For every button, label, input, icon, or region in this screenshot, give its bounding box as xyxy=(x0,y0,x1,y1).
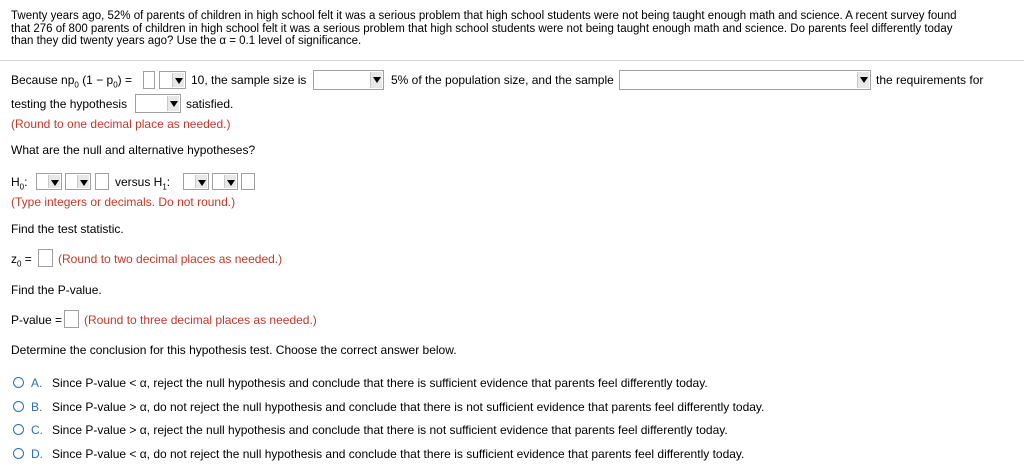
radio-icon[interactable] xyxy=(13,401,24,412)
z-letter: z xyxy=(11,252,17,266)
problem-line-3: than they did twenty years ago? Use the α = 0.1 level of significance. xyxy=(11,35,362,48)
middle-text: 5% of the population size, and the sample xyxy=(391,73,614,87)
z0-label xyxy=(11,252,32,268)
versus-label: versus $H_1$: xyxy=(115,175,171,192)
sample-requirement-dropdown[interactable] xyxy=(619,70,871,90)
chevron-down-icon xyxy=(77,175,89,188)
option-a-letter: A. xyxy=(31,376,43,390)
radio-icon[interactable] xyxy=(13,377,24,388)
option-b-text[interactable]: Since P-value > α, do not reject the null hypothesis and conclude that there is not sufficient evidence that parents feel differently today. xyxy=(52,400,765,414)
paren-close: ) = xyxy=(117,73,133,87)
sample-size-dropdown[interactable] xyxy=(313,70,384,90)
satisfied-text: satisfied. xyxy=(186,97,234,111)
h1-value-input[interactable] xyxy=(241,173,255,190)
h0-letter: H xyxy=(11,175,20,189)
h1-parameter-dropdown[interactable] xyxy=(183,173,209,190)
conclusion-question: Determine the conclusion for this hypothesis test. Choose the correct answer below. xyxy=(11,343,457,357)
test-statistic-question: Find the test statistic. xyxy=(11,222,124,236)
h1-operator-dropdown[interactable] xyxy=(212,173,238,190)
divider xyxy=(0,60,1024,61)
hypotheses-question: What are the null and alternative hypotheses? xyxy=(11,143,256,157)
type-note: (Type integers or decimals. Do not round.) xyxy=(11,195,236,209)
problem-statement xyxy=(11,10,1011,48)
test-statistic-input[interactable] xyxy=(38,249,53,267)
round-note-2: (Round to two decimal places as needed.) xyxy=(58,252,283,266)
testing-text: testing the hypothesis xyxy=(11,97,128,111)
option-d-text[interactable]: Since P-value < α, do not reject the null hypothesis and conclude that there is sufficient evidence that parents feel differently today. xyxy=(52,447,745,461)
problem-line-1: Twenty years ago, 52% of parents of children in high school felt it was a serious problem that high school students were not being taught enough math and science. A recent survey found xyxy=(11,10,957,22)
after-10-text: 10, the sample size is xyxy=(191,73,307,87)
chevron-down-icon xyxy=(370,72,382,88)
option-c-text[interactable]: Since P-value > α, reject the null hypothesis and conclude that there is not sufficient evidence that parents feel differently today. xyxy=(52,423,728,437)
option-c-letter: C. xyxy=(31,423,43,437)
chevron-down-icon xyxy=(224,175,236,188)
h0-sub: 0 xyxy=(19,182,25,192)
comparison-dropdown[interactable] xyxy=(159,71,186,89)
round-note-1: (Round to one decimal place as needed.) xyxy=(11,117,231,131)
p0-sub: 0 xyxy=(74,80,79,90)
chevron-down-icon xyxy=(167,96,179,111)
p-value-label: P-value = xyxy=(11,313,63,327)
radio-icon[interactable] xyxy=(13,424,24,435)
option-a-text[interactable]: Since P-value < α, reject the null hypothesis and conclude that there is sufficient evidence that parents feel differently today. xyxy=(52,376,708,390)
satisfied-dropdown[interactable] xyxy=(135,94,181,113)
round-note-3: (Round to three decimal places as needed.) xyxy=(84,313,317,327)
h0-parameter-dropdown[interactable] xyxy=(36,173,62,190)
h0-value-input[interactable] xyxy=(95,173,109,190)
h1-sub: 1 xyxy=(162,182,167,192)
h0-operator-dropdown[interactable] xyxy=(65,173,91,190)
radio-icon[interactable] xyxy=(13,448,24,459)
chevron-down-icon xyxy=(195,175,207,188)
z-sub: 0 xyxy=(17,259,22,269)
end-text: the requirements for xyxy=(876,73,984,87)
chevron-down-icon xyxy=(857,72,869,88)
chevron-down-icon xyxy=(48,175,60,188)
chevron-down-icon xyxy=(172,73,184,87)
p0-sub-2: 0 xyxy=(113,80,118,90)
np-value-input[interactable] xyxy=(143,71,155,89)
option-b-letter: B. xyxy=(31,400,43,414)
z-equals: = xyxy=(24,252,32,266)
because-prefix: Because np xyxy=(11,73,75,87)
because-text xyxy=(11,73,132,89)
h0-label: $H_0$: xyxy=(11,175,28,192)
p-value-question: Find the P-value. xyxy=(11,283,102,297)
problem-line-2: that 276 of 800 parents of children in high school felt it was a serious problem that high school students were not being taught enough math and science. Do parents feel differently today xyxy=(11,22,953,35)
versus-text: versus H xyxy=(115,175,163,189)
option-d-letter: D. xyxy=(31,447,43,461)
p-value-input[interactable] xyxy=(64,310,79,328)
paren-open: (1 − p xyxy=(82,73,114,87)
